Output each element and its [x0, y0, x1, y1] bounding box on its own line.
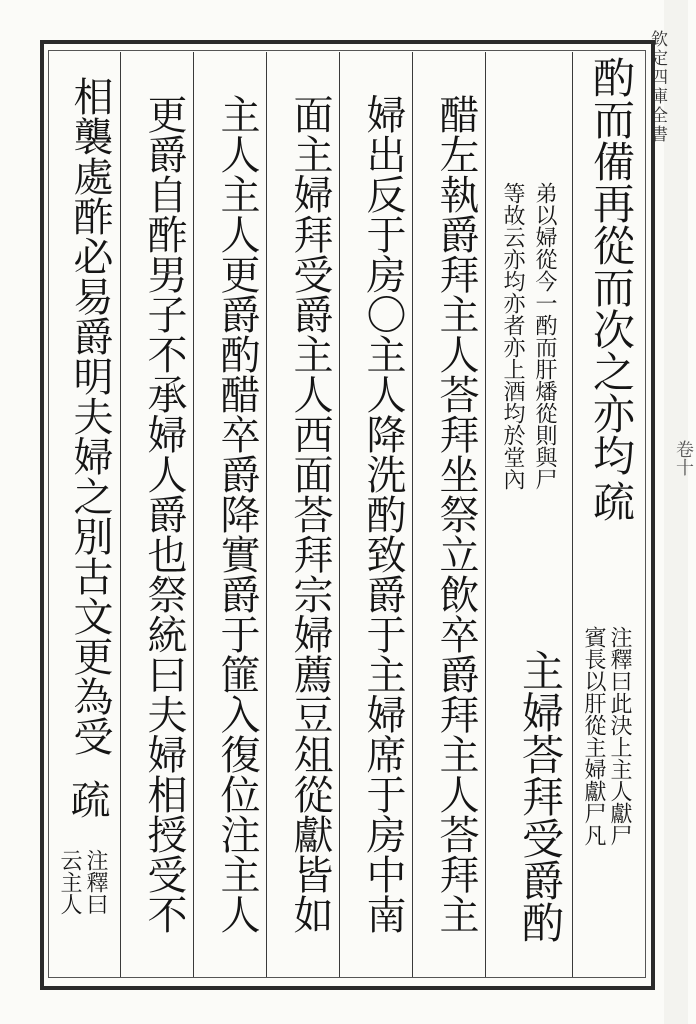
- text-column-2: [495, 56, 565, 971]
- main-text: 主婦荅拜受爵酌: [516, 649, 565, 943]
- column-divider: [485, 52, 486, 977]
- main-text: 醋左執爵拜主人荅拜坐祭立飲卒爵拜主人荅拜主: [433, 93, 479, 934]
- text-column-3: [422, 56, 479, 971]
- text-column-1: [582, 56, 636, 971]
- annotation-text: 賓長以肝從主婦獻尸凡: [581, 626, 606, 846]
- text-column-8: [58, 56, 112, 971]
- running-title: 欽定四庫全書: [647, 30, 667, 144]
- main-text: 疏: [64, 779, 110, 819]
- annotation-text: 注釋曰: [83, 849, 108, 915]
- column-divider: [193, 52, 194, 977]
- column-divider: [572, 52, 573, 977]
- column-divider: [412, 52, 413, 977]
- column-divider: [339, 52, 340, 977]
- annotation-text: 等故云亦均亦者亦上酒均於堂內: [500, 182, 525, 490]
- main-text: 婦出反于房〇主人降洗酌致爵于主婦席于房中南: [360, 93, 406, 934]
- column-divider: [266, 52, 267, 977]
- text-column-4: [349, 56, 406, 971]
- edge-mark: 卷十: [673, 440, 694, 476]
- main-text: 酌而備再從而次之亦均: [587, 56, 636, 476]
- column-divider: [120, 52, 121, 977]
- annotation-text: 弟以婦從今一酌而肝燔從則與尸: [532, 182, 557, 490]
- annotation-pair: [495, 56, 565, 616]
- text-column-5: [276, 56, 333, 971]
- annotation-pair: [582, 526, 636, 946]
- main-text: 主人主人更爵酌醋卒爵降實爵于篚入復位注主人: [214, 93, 260, 934]
- text-column-7: [130, 56, 187, 971]
- main-text: 疏: [587, 480, 636, 522]
- annotation-text: 注釋曰此決上主人獻尸: [607, 626, 632, 846]
- main-text: 更爵自酢男子不承婦人爵也祭統曰夫婦相授受不: [141, 93, 187, 934]
- annotation-pair: [58, 822, 112, 942]
- annotation-text: 云主人: [57, 849, 82, 915]
- text-column-6: [203, 56, 260, 971]
- main-text: 面主婦拜受爵主人西面荅拜宗婦薦豆俎從獻皆如: [287, 93, 333, 934]
- main-text: 相襲處酢必易爵明夫婦之別古文更為受: [67, 76, 113, 756]
